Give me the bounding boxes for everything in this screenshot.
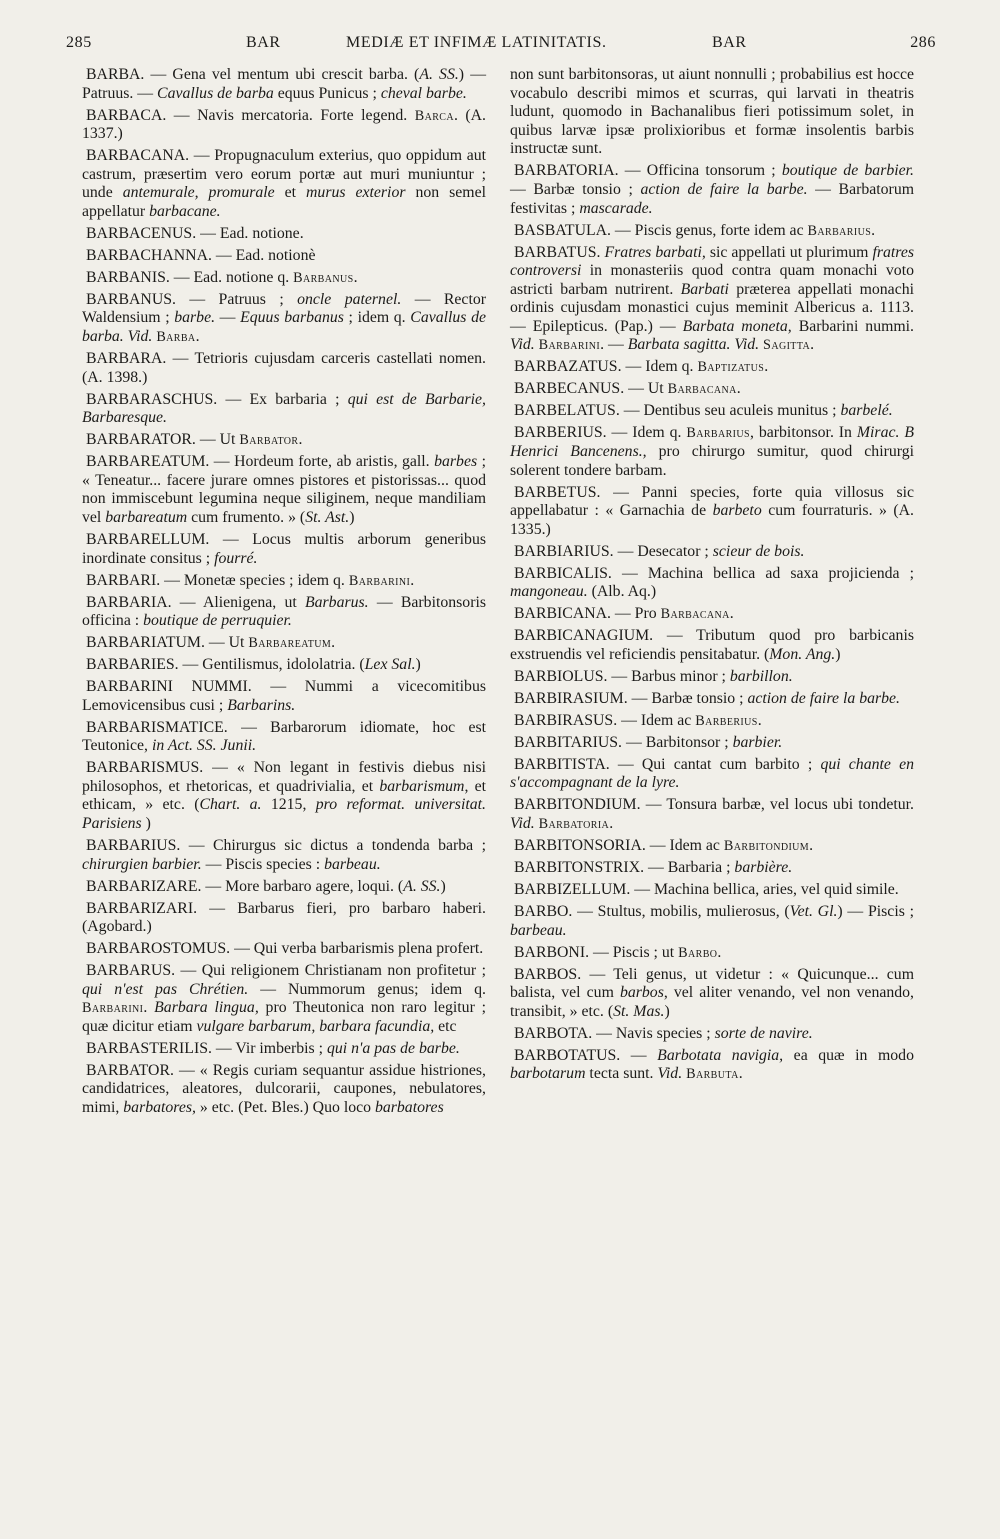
dictionary-entry: [510, 690, 914, 709]
italic-text: cheval barbe.: [380, 84, 467, 102]
italic-text: Barbarins.: [227, 696, 296, 714]
entry-text: 1215,: [261, 796, 316, 814]
entry-text: .: [810, 336, 815, 354]
entry-text: BARBIZELLUM. — Machina bellica, aries, vel quid simile.: [514, 880, 899, 898]
entry-text: BARBARI. — Monetæ species ; idem q.: [86, 571, 349, 589]
cross-reference: Barbuta: [686, 1066, 739, 1083]
entry-text: BARBATORIA. — Officina tonsorum ;: [514, 162, 782, 180]
dictionary-entry: [510, 402, 914, 421]
dictionary-entry: [510, 903, 914, 940]
cross-reference: Baptizatus: [697, 359, 765, 376]
entry-text: BARBETUS. — Panni species, forte quia villosus sic appellabatur : « Garnachia de: [510, 483, 914, 520]
entry-text: ea quæ in modo: [783, 1046, 914, 1064]
entry-text: ): [141, 815, 151, 832]
italic-text: barbeto: [712, 502, 762, 520]
entry-text: ) — Patruus. —: [82, 66, 486, 102]
entry-text: ): [664, 1002, 670, 1020]
entry-text: BARBIARIUS. — Desecator ;: [514, 542, 713, 560]
dictionary-entry: [510, 881, 914, 900]
entry-text: BARBARATOR. — Ut: [86, 431, 240, 449]
italic-text: antemurale, promurale: [122, 184, 275, 202]
entry-text: ): [440, 877, 446, 895]
entry-text: .: [143, 999, 155, 1017]
dictionary-entry: [82, 107, 486, 144]
cross-reference: Barba: [156, 329, 196, 346]
cross-reference: Barbitondium: [723, 837, 810, 854]
dictionary-entry: [82, 759, 486, 833]
entry-text: BARBARIES. — Gentilismus, idololatria. (: [86, 656, 365, 674]
entry-text: BARBAROSTOMUS. — Qui verba barbarismis plena profert.: [86, 940, 484, 958]
entry-text: — Barbæ tonsio ;: [510, 180, 641, 198]
entry-text: BARBARIUS. — Chirurgus sic dictus a tondenda barba ;: [86, 836, 486, 854]
entry-text: ; « Teneatur... facere jurare omnes pistores et pistorissas... quod non immiscebunt legumina neque siliginem, neque mandiliam vel: [82, 453, 486, 526]
dictionary-entry: [510, 837, 914, 856]
italic-text: pro reformat. universitat. Parisiens: [82, 796, 486, 832]
dictionary-entry: [82, 453, 486, 527]
entry-text: — Barbitonsoris officina :: [82, 593, 486, 630]
dictionary-entry: [510, 712, 914, 731]
dictionary-entry: [510, 605, 914, 624]
dictionary-entry: [510, 1047, 914, 1084]
italic-text: boutique de barbier.: [781, 162, 914, 180]
entry-text: ): [349, 508, 355, 526]
entry-text: BARBAREATUM. — Hordeum forte, ab aristis, gall.: [86, 453, 435, 471]
entry-text: .: [738, 1065, 743, 1083]
italic-text: Barbata moneta,: [682, 317, 792, 335]
dictionary-entry: [82, 878, 486, 897]
entry-text: .: [717, 943, 722, 961]
cross-reference: Barbanus: [293, 269, 354, 286]
entry-text: BARBITONDIUM. — Tonsura barbæ, vel locus ubi tondetur.: [514, 796, 914, 814]
italic-text: Vet. Gl.: [789, 902, 838, 920]
italic-text: Equus barbanus: [240, 309, 344, 327]
italic-text: vulgare barbarum, barbara facundia,: [196, 1017, 435, 1035]
italic-text: barbacane.: [149, 202, 221, 220]
dictionary-entry: [82, 147, 486, 221]
dictionary-entry: [82, 837, 486, 874]
right-column: [510, 66, 914, 1087]
italic-text: in Act. SS. Junii.: [151, 737, 257, 755]
italic-text: mangoneau.: [510, 583, 588, 601]
entry-text: BARBA. — Gena vel mentum ubi crescit barba. (: [86, 66, 420, 83]
entry-text: BARBACENUS. — Ead. notione.: [86, 224, 304, 242]
entry-text: tecta sunt.: [585, 1065, 658, 1083]
italic-text: Mirac. B Henrici Bancenens.,: [510, 424, 914, 461]
entry-text: pro Theutonica non raro legitur ; quæ dicitur etiam: [82, 999, 486, 1035]
dictionary-entry: [510, 244, 914, 356]
entry-text: BARBANIS. — Ead. notione q.: [86, 268, 294, 286]
cross-reference: Barbareatum: [248, 635, 332, 652]
dictionary-entry: [82, 1062, 486, 1118]
dictionary-entry: [510, 944, 914, 963]
italic-text: qui est de Barbarie, Barbaresque.: [82, 390, 486, 427]
dictionary-entry: [82, 634, 486, 653]
dictionary-entry: [510, 1025, 914, 1044]
entry-text: .: [353, 268, 358, 286]
italic-text: Vid.: [510, 815, 535, 832]
italic-text: barbareatum: [105, 508, 188, 526]
entry-text: BARBACANA. — Propugnaculum exterius, quo oppidum aut castrum, præsertim vero eorum portæ aut muri muniuntur ; unde: [82, 147, 486, 202]
entry-text: (Alb. Aq.): [587, 583, 657, 601]
entry-text: BARBELATUS. — Dentibus seu aculeis munitus ;: [514, 402, 841, 420]
entry-text: BARBARIZARI. — Barbarus fieri, pro barbaro haberi. (Agobard.): [82, 899, 486, 936]
running-head: [66, 34, 936, 60]
entry-text: , et ethicam, » etc. (: [82, 777, 486, 814]
entry-text: et: [274, 184, 307, 202]
entry-text: sic appellati ut plurimum: [705, 243, 873, 261]
entry-text: in monasteriis quod contra quam monachi voto astricti barbam nutrirent.: [510, 262, 914, 298]
guide-word-right: BAR: [712, 34, 747, 51]
entry-text: BARBITONSTRIX. — Barbaria ;: [514, 858, 735, 876]
entry-text: BARBARISMATICE. — Barbarorum idiomate, hoc est Teutonice,: [82, 718, 486, 755]
dictionary-entry: [510, 734, 914, 753]
entry-text: .: [410, 571, 415, 589]
italic-text: barbes: [434, 453, 478, 471]
dictionary-entry: [82, 391, 486, 428]
italic-text: barbos: [619, 984, 664, 1002]
entry-text: BARBIRASUS. — Idem ac: [514, 711, 696, 729]
entry-text: non sunt barbitonsoras, ut aiunt nonnulli ; probabilius est hocce vocabulo describi mimos et scurras, qui larvati in theatris ludunt, quomodo in Bachanalibus fieri potissimum solet, in quibus larvæ ipsæ prolixioribus et formæ insolentis barbis instructæ sunt.: [510, 66, 914, 158]
italic-text: Barbata sagitta. Vid.: [627, 336, 760, 354]
dictionary-entry: [82, 940, 486, 959]
entry-text: BARBIRASIUM. — Barbæ tonsio ;: [514, 689, 748, 707]
entry-text: .: [764, 358, 769, 376]
italic-text: Mon. Ang.: [769, 645, 836, 663]
entry-text: BARBOS. — Teli genus, ut videtur : « Quicunque... cum balista, vel cum: [510, 965, 914, 1002]
italic-text: Cavallus de barba. Vid.: [82, 309, 486, 346]
entry-text: , barbitonsor. In: [750, 424, 857, 442]
entry-text: BARBACHANNA. — Ead. notionè: [86, 246, 316, 264]
dictionary-entry: [82, 962, 486, 1036]
entry-text: .: [809, 836, 814, 854]
italic-text: Vid.: [657, 1065, 683, 1083]
dictionary-entry: [510, 966, 914, 1022]
italic-text: mascarade.: [579, 199, 653, 217]
running-title: MEDIÆ ET INFIMÆ LATINITATIS.: [346, 34, 607, 51]
italic-text: A. SS.: [403, 877, 441, 895]
cross-reference: Barbatoria: [538, 816, 610, 832]
dictionary-entry: [82, 350, 486, 387]
dictionary-entry: [82, 678, 486, 715]
dictionary-entry: [82, 247, 486, 266]
italic-text: St. Ast.: [305, 508, 350, 526]
dictionary-entry: [510, 565, 914, 602]
italic-text: barbière.: [734, 858, 793, 876]
dictionary-entry: [510, 484, 914, 540]
entry-text: —: [215, 309, 241, 327]
entry-text: equus Punicus ;: [273, 84, 381, 102]
dictionary-entry: [510, 543, 914, 562]
dictionary-entry: [510, 358, 914, 377]
italic-text: barbatores,: [123, 1099, 196, 1117]
entry-text: .: [331, 634, 336, 652]
italic-text: scieur de bois.: [712, 542, 805, 560]
entry-text: BARBITARIUS. — Barbitonsor ;: [514, 733, 733, 751]
page-number-right: 286: [910, 34, 936, 51]
cross-reference: Barbacana: [667, 381, 737, 398]
entry-text: BARBANUS. — Patruus ;: [86, 290, 298, 308]
cross-reference: Barbarius: [686, 425, 750, 442]
entry-text: .: [871, 221, 876, 239]
entry-text: BARBICANAGIUM. — Tributum quod pro barbicanis exstruendis vel reficiendis pensitabatur. (: [510, 627, 914, 663]
italic-text: murus exterior: [306, 184, 406, 202]
italic-text: action de faire la barbe.: [747, 689, 900, 707]
dictionary-entry: [82, 291, 486, 347]
italic-text: A. SS.: [419, 66, 459, 83]
entry-text: BARBICANA. — Pro: [514, 605, 661, 623]
entry-text: BARBASTERILIS. — Vir imberbis ;: [86, 1039, 327, 1057]
entry-text: BARBATOR. — « Regis curiam sequantur assidue histriones, candidatrices, aleatores, dulcorarii, caupones, nebulatores, mimi,: [82, 1061, 486, 1117]
entry-text: BARBITONSORIA. — Idem ac: [514, 836, 724, 854]
italic-text: sorte de navire.: [714, 1024, 813, 1042]
entry-text: .: [298, 431, 303, 449]
entry-text: Barbarini nummi.: [791, 317, 915, 335]
entry-text: non semel appellatur: [82, 184, 486, 220]
page-number-left: 285: [66, 34, 92, 51]
entry-text: — Barbatorum festivitas ;: [510, 180, 915, 217]
cross-reference: Barbo: [678, 944, 718, 961]
cross-reference: Barbator: [239, 432, 299, 449]
cross-reference: Barbacana: [660, 606, 730, 623]
left-column: [82, 66, 486, 1121]
entry-text: ; idem q.: [343, 309, 411, 327]
cross-reference: Barberius: [695, 712, 758, 729]
dictionary-entry: [510, 627, 914, 664]
entry-text: pro chirurgo sumitur, quod chirurgi solerent tondere barbam.: [510, 443, 915, 479]
entry-text: præterea appellati monachi ordinis cujusdam monastici cujus meminit Albericus a. 1113. — Epilepticus. (Pap.) —: [510, 280, 914, 335]
entry-text: BARBARIZARE. — More barbaro agere, loqui. (: [86, 877, 404, 895]
entry-text: ): [415, 656, 421, 674]
entry-text: BARBO. — Stultus, mobilis, mulierosus, (: [514, 902, 790, 920]
dictionary-entry: [510, 66, 914, 159]
entry-text: — Piscis species :: [201, 855, 325, 873]
dictionary-entry: [82, 225, 486, 244]
italic-text: action de faire la barbe.: [640, 180, 808, 198]
italic-text: Barbara lingua,: [154, 999, 259, 1017]
entry-text: .: [736, 380, 741, 398]
italic-text: barbier.: [732, 733, 783, 751]
entry-text: BARBOTATUS. —: [514, 1046, 658, 1064]
dictionary-entry: [510, 222, 914, 241]
cross-reference: Barca: [414, 107, 454, 124]
entry-text: » etc. (Pet. Bles.) Quo loco: [195, 1099, 375, 1117]
italic-text: barbeau.: [510, 921, 567, 939]
entry-text: BARBECANUS. — Ut: [514, 380, 668, 398]
italic-text: barbeau.: [324, 855, 381, 873]
italic-text: qui n'a pas de barbe.: [327, 1039, 460, 1057]
cross-reference: Sagitta: [763, 337, 811, 354]
entry-text: BARBITISTA. — Qui cantat cum barbito ;: [514, 755, 821, 773]
dictionary-entry: [510, 162, 914, 218]
entry-text: BARBONI. — Piscis ; ut: [514, 943, 679, 961]
entry-text: cum fourraturis. » (A. 1335.): [510, 502, 914, 538]
entry-text: BARBICALIS. — Machina bellica ad saxa projicienda ;: [514, 564, 914, 582]
cross-reference: Barbarini: [538, 337, 601, 354]
entry-text: BARBIOLUS. — Barbus minor ;: [514, 667, 730, 685]
entry-text: ): [835, 645, 841, 663]
italic-text: qui chante en s'accompagnant de la lyre.: [510, 755, 914, 792]
italic-text: barbatores: [374, 1099, 444, 1117]
dictionary-entry: [510, 424, 914, 480]
dictionary-entry: [82, 269, 486, 288]
guide-word-left: BAR: [246, 34, 281, 51]
entry-text: .: [195, 328, 200, 346]
italic-text: St. Mas.: [613, 1002, 665, 1020]
entry-text: BARBARISMUS. — « Non legant in festivis diebus nisi philosophos, et rhetoricas, et quadrivialia, et: [82, 759, 486, 795]
italic-text: Chart. a.: [199, 796, 262, 814]
dictionary-entry: [82, 572, 486, 591]
entry-text: BARBARA. — Tetrioris cujusdam carceris castellati nomen. (A. 1398.): [82, 350, 486, 386]
entry-text: , vel aliter venando, vel non venando, transibit, » etc. (: [510, 984, 914, 1020]
entry-text: BARBATUS.: [514, 243, 605, 261]
dictionary-entry: [510, 756, 914, 793]
dictionary-entry: [510, 796, 914, 833]
dictionary-entry: [82, 656, 486, 675]
italic-text: chirurgien barbier.: [82, 855, 202, 873]
italic-text: Barbotata navigia,: [657, 1046, 784, 1064]
entry-text: BARBARINI NUMMI. — Nummi a vicecomitibus Lemovicensibus cusi ;: [82, 678, 486, 714]
entry-text: .: [729, 605, 734, 623]
italic-text: Lex Sal.: [364, 656, 416, 674]
entry-text: .: [609, 815, 614, 832]
entry-text: BARBARIA. — Alienigena, ut: [86, 593, 305, 611]
dictionary-entry: [510, 859, 914, 878]
dictionary-entry: [82, 431, 486, 450]
entry-text: cum frumento. » (: [187, 508, 306, 526]
italic-text: boutique de perruquier.: [143, 612, 292, 630]
italic-text: barbe.: [174, 309, 216, 327]
entry-text: — Nummorum genus; idem q.: [248, 980, 486, 998]
italic-text: fourré.: [214, 549, 258, 567]
cross-reference: Barbarius: [807, 222, 872, 239]
entry-text: .: [757, 711, 762, 729]
italic-text: Cavallus de barba: [157, 84, 274, 102]
entry-text: BARBERIUS. — Idem q.: [514, 424, 687, 442]
dictionary-entry: [510, 380, 914, 399]
italic-text: barbillon.: [729, 667, 793, 685]
entry-text: — Rector Waldensium ;: [82, 290, 486, 327]
dictionary-entry: [82, 531, 486, 568]
italic-text: barbelé.: [840, 402, 893, 420]
dictionary-entry: [82, 1040, 486, 1059]
dictionary-entry: [510, 668, 914, 687]
entry-text: BARBARELLUM. — Locus multis arborum generibus inordinate consitus ;: [82, 530, 486, 567]
entry-text: BARBACA. — Navis mercatoria. Forte legend.: [86, 106, 415, 124]
italic-text: Barbati: [680, 280, 729, 298]
italic-text: fratres controversi: [510, 243, 914, 280]
entry-text: BARBARUS. — Qui religionem Christianam non profitetur ;: [86, 962, 486, 980]
entry-text: . —: [600, 336, 628, 354]
italic-text: oncle paternel.: [297, 290, 402, 308]
italic-text: Barbarus.: [304, 593, 369, 611]
dictionary-entry: [82, 594, 486, 631]
entry-text: ) — Piscis ;: [837, 902, 914, 920]
italic-text: qui n'est pas Chrétien.: [82, 980, 249, 998]
italic-text: barbarismum: [379, 777, 465, 795]
italic-text: Fratres barbati,: [604, 243, 706, 261]
entry-text: BARBOTA. — Navis species ;: [514, 1024, 715, 1042]
entry-text: BARBARASCHUS. — Ex barbaria ;: [86, 390, 348, 408]
entry-text: etc: [434, 1017, 457, 1035]
cross-reference: Barbarini: [82, 1000, 144, 1017]
italic-text: barbotarum: [510, 1065, 586, 1083]
entry-text: BARBAZATUS. — Idem q.: [514, 358, 698, 376]
entry-text: BASBATULA. — Piscis genus, forte idem ac: [514, 221, 808, 239]
dictionary-entry: [82, 900, 486, 937]
entry-text: . (A. 1337.): [82, 106, 486, 143]
italic-text: Vid.: [510, 336, 535, 354]
dictionary-entry: [82, 66, 486, 103]
dictionary-entry: [82, 719, 486, 756]
cross-reference: Barbarini: [348, 572, 411, 589]
entry-text: BARBARIATUM. — Ut: [86, 634, 249, 652]
